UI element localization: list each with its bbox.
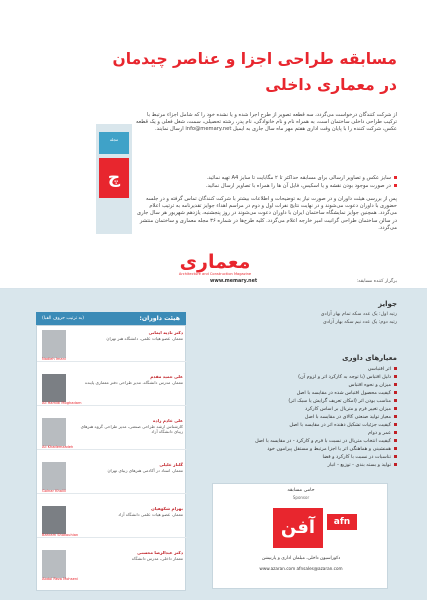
judge-name: دکتر نادیه ایمانی <box>148 330 183 335</box>
bullet-item <box>147 175 397 182</box>
criteria-text: همنشینی و هماهنگی اثر با اجزا مرتبط و مستقل پیرامون خود <box>267 446 391 452</box>
sponsor-heading: حامی مسابقه <box>287 488 315 493</box>
judge-card <box>37 414 187 450</box>
bullet-icon <box>394 463 397 466</box>
judge-card <box>37 502 187 538</box>
criteria-item <box>197 422 397 428</box>
bullet-icon <box>394 391 397 394</box>
magazine-logo <box>155 252 275 282</box>
criteria-item <box>197 430 397 436</box>
criteria-item <box>197 382 397 388</box>
judges-subheading: (به ترتیب حروف الفبا) <box>42 316 84 321</box>
bullet-icon <box>394 407 397 410</box>
criteria-item <box>197 390 397 396</box>
judge-name: علی خادم زاده <box>153 418 183 423</box>
magazine-logo-text: معماری <box>179 251 251 273</box>
criteria-item <box>197 398 397 404</box>
criteria-item <box>197 414 397 420</box>
judge-card <box>37 370 187 406</box>
sponsor-logo-latin: afn <box>327 514 357 530</box>
criteria-text: کیفیت جزئیات تشکیل دهنده اثر در مقایسه با اصل <box>289 422 391 428</box>
judge-photo <box>42 418 66 446</box>
magazine-card: مجله <box>99 132 129 154</box>
bullet-icon <box>394 375 397 378</box>
sponsor-logo: آفن <box>273 508 323 548</box>
bullet-item <box>147 183 397 190</box>
page-subtitle: در معماری داخلی <box>265 76 397 94</box>
prize-second: رتبه دوم: یک عدد نیم سکه بهار آزادی <box>323 320 397 325</box>
criteria-text: میزان تغییر فرم و متریال بر اساس کارکرد <box>305 406 391 412</box>
bullet-icon <box>394 455 397 458</box>
judge-info <box>71 506 183 517</box>
criteria-text: کیفیت محصول اقتباس شده در مقایسه با اصل <box>296 390 391 396</box>
judge-name-en: Golnar Khalili <box>42 489 66 493</box>
judge-info <box>71 550 183 561</box>
bullet-icon <box>394 176 397 179</box>
criteria-heading: معیارهای داوری <box>342 354 397 362</box>
judge-card <box>37 546 187 581</box>
bullet-text: در صورت موجود بودن نقشه و یا اسکیس، فایل آن ها را همراه با تصاویر ارسال نمائید. <box>205 183 391 189</box>
criteria-item <box>197 406 397 412</box>
judge-name-en: Ali Hamidi Moghadam <box>42 401 82 405</box>
sponsor-subheading: Sponsor <box>292 495 310 500</box>
judge-description: معمار داخلی، مدرس دانشگاه <box>131 555 183 561</box>
judge-name-en: Ali Khademzadeh <box>42 445 74 449</box>
criteria-item <box>197 454 397 460</box>
magazine-url[interactable]: www.memary.net <box>210 279 258 284</box>
judge-photo <box>42 506 66 534</box>
judge-description: معمار، عضو هیات علمی دانشگاه آزاد <box>118 511 183 517</box>
criteria-text: مناسب بودن اثر (امکان تعریف گرایش یا سبک اثر) <box>288 398 391 404</box>
criteria-text: عمر و دوام <box>368 430 391 436</box>
prizes-heading: جوایز <box>378 300 397 308</box>
judge-name: گلنار خلیلی <box>159 462 183 467</box>
bullet-icon <box>394 383 397 386</box>
judge-name-en: Bahram Shokouhian <box>42 533 79 537</box>
judge-description: معمار، مدرس دانشگاه، مدیر طراحی دفتر معماری پاینده <box>84 379 183 385</box>
judges-heading: هیئت داوران: <box>139 315 180 322</box>
details-paragraph: پس از بررسی هیئت داوران و در صورت نیاز به توضیحات و اطلاعات بیشتر با شرکت کنندگان تماس گرفته و در جلسه حضوری با داوران دعوت می‌شوند و در نهایت نتایج نفرات اول و دوم در مراسم اهداء جوایز تقدیرنامه به ترتیب اعلام می‌گردد. همچنین جوایز نمایشگاه ساختمان ایران با داوران دعوت می‌شوند در روز پنجشنبه، یازدهم شهریور هر سال جاری در سالن ساختمان طراحی گرانیت امیر خارجه اعلام می‌گردد. کلیه طرح‌ها در شماره ۳۶ مجله معماری و ساختمان منتشر می‌گردد. <box>137 196 397 231</box>
judge-name-en: Abdol Reza Mohseni <box>42 577 79 581</box>
red-card: چ <box>99 158 129 198</box>
bullet-icon <box>394 415 397 418</box>
criteria-item <box>197 446 397 452</box>
criteria-text: تولید و بسته بندی - توزیع - انبار <box>327 462 391 468</box>
judge-info <box>71 418 183 435</box>
judge-description: کارشناس ارشد طراحی صنعتی، مدیر طراحی گروه هنرهای زیبای دانشگاه آزاد <box>80 423 183 435</box>
criteria-text: میزان و نحوه اقتباس <box>348 382 391 388</box>
judge-name: علی حمید مقدم <box>150 374 183 379</box>
criteria-item <box>197 366 397 372</box>
criteria-text: کیفیت انتخاب متریال در نسبت با فرم و کارکرد - در مقایسه با اصل <box>255 438 391 444</box>
bullet-icon <box>394 184 397 187</box>
judges-header <box>36 312 186 325</box>
bullet-icon <box>394 399 397 402</box>
bullet-icon <box>394 431 397 434</box>
criteria-text: معیار تولید صنعتی کالای در مقایسه با اصل <box>304 414 391 420</box>
judge-card <box>37 326 187 362</box>
judge-photo <box>42 462 66 490</box>
judge-name: بهرام شکوهیان <box>151 506 183 511</box>
sponsor-urls[interactable]: www.azaran.com afnsales@azaran.com <box>259 566 343 571</box>
bullet-icon <box>394 423 397 426</box>
criteria-text: دلیل اقتباس (با توجه به کارکرد اثر و لزوم آن) <box>298 374 391 380</box>
judge-info <box>71 462 183 473</box>
judge-description: معمار، استاد در آکادمی هنرهای زیبای تهران <box>107 467 183 473</box>
judges-panel <box>36 325 186 591</box>
bullet-icon <box>394 447 397 450</box>
criteria-item <box>197 462 397 468</box>
page-title: مسابقه طراحی اجزا و عناصر چیدمان <box>112 50 397 68</box>
judge-photo <box>42 550 66 578</box>
intro-paragraph: از شرکت کنندگان درخواست می‌گردد، سه قطعه تصویر از طرح اجرا شده و یا نشده خود را که شامل اجزاء مرتبط با ترکیب طراحی داخلی ساختمان است، به همراه نام و نام خانوادگی، نام پدر، رشته تحصیلی، سمت، شغل فعلی و یک قطعه عکس، شرکت کننده را با پایان وقت اداری هفتم مهر ماه سال جاری به ایمیل info@memary.net ارسال نمایند. <box>136 112 397 133</box>
criteria-text: تناسبات در نسبت با کارکرد و فضا <box>322 454 391 460</box>
judge-info <box>71 330 183 341</box>
judge-name-en: Nadieh Imani <box>42 357 66 361</box>
judge-description: معمار، عضو هیات علمی، دانشگاه هنر تهران <box>106 335 183 341</box>
organizer-label: برگزار کننده مسابقه: <box>356 279 397 284</box>
sponsor-box <box>212 483 388 589</box>
prize-first: رتبه اول: یک عدد سکه تمام بهار آزادی <box>320 312 397 317</box>
judge-info <box>71 374 183 385</box>
criteria-text: اثر اقتباسی <box>367 366 391 372</box>
criteria-item <box>197 438 397 444</box>
bullet-text: سایز عکس و تصاویر ارسالی برای مسابقه حداکثر تا ۲ مگابایت تا سایز A4 تهیه نمائید. <box>206 175 391 181</box>
judge-name: دکتر عبدالرضا محسنی <box>137 550 183 555</box>
judge-photo <box>42 374 66 402</box>
judge-card <box>37 458 187 494</box>
judge-photo <box>42 330 66 358</box>
sponsor-description: دکوراسیون داخلی، مبلمان اداری و پارتیشن <box>261 556 341 561</box>
criteria-item <box>197 374 397 380</box>
magazine-logo-subtitle: Architecture and Construction Magazine <box>178 272 252 276</box>
bullet-icon <box>394 367 397 370</box>
bullet-icon <box>394 439 397 442</box>
